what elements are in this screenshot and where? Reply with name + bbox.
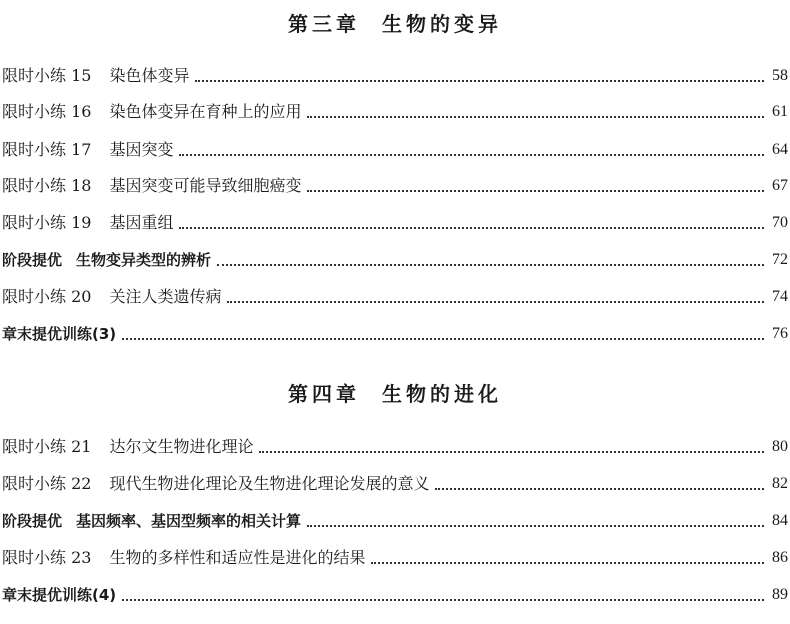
entry-title: 基因重组 [109, 213, 174, 232]
entry-label: 章末提优训练(3) [2, 325, 117, 343]
entry-title: 生物的多样性和适应性是进化的结果 [109, 548, 366, 567]
entry-label: 限时小练 23 [2, 548, 92, 567]
entry-title: 基因频率、基因型频率的相关计算 [76, 512, 302, 530]
entry-label: 限时小练 20 [2, 287, 92, 306]
entry-page: 61 [772, 103, 788, 120]
entry-label: 限时小练 22 [2, 474, 92, 493]
toc-entry-chapter-review[interactable] [2, 320, 788, 344]
dot-leader [122, 338, 764, 340]
entry-title: 染色体变异在育种上的应用 [109, 102, 302, 121]
entry-page: 86 [772, 549, 788, 566]
chapter-number: 第三章 [288, 12, 360, 36]
entry-title: 生物变异类型的辨析 [76, 251, 212, 269]
entry-label: 章末提优训练(4) [2, 586, 117, 604]
toc-entry[interactable] [2, 209, 788, 233]
entry-label: 限时小练 15 [2, 66, 92, 85]
entry-label: 限时小练 19 [2, 213, 92, 232]
entry-page: 70 [772, 214, 788, 231]
dot-leader [179, 227, 764, 229]
dot-leader [307, 525, 764, 527]
entry-page: 72 [772, 251, 788, 268]
chapter-title: 生物的进化 [382, 382, 502, 406]
entry-page: 58 [772, 67, 788, 84]
entry-page: 67 [772, 177, 788, 194]
dot-leader [259, 451, 764, 453]
dot-leader [179, 154, 764, 156]
entry-page: 84 [772, 512, 788, 529]
toc-entry[interactable] [2, 433, 788, 457]
toc-entry[interactable] [2, 98, 788, 122]
toc-entry-chapter-review[interactable] [2, 581, 788, 605]
dot-leader [307, 190, 764, 192]
dot-leader [435, 488, 764, 490]
chapter-heading [0, 8, 790, 37]
toc-entry-stage[interactable] [2, 507, 788, 531]
entry-page: 64 [772, 141, 788, 158]
toc-entry[interactable] [2, 62, 788, 86]
entry-page: 80 [772, 438, 788, 455]
entry-label: 限时小练 18 [2, 176, 92, 195]
entry-page: 82 [772, 475, 788, 492]
entry-label: 限时小练 16 [2, 102, 92, 121]
entry-title: 染色体变异 [109, 66, 190, 85]
dot-leader [307, 116, 764, 118]
dot-leader [227, 301, 764, 303]
toc-entry[interactable] [2, 470, 788, 494]
entry-label: 阶段提优 [2, 251, 63, 269]
entry-page: 76 [772, 325, 788, 342]
chapter-number: 第四章 [288, 382, 360, 406]
entry-label: 限时小练 21 [2, 437, 92, 456]
toc-entry[interactable] [2, 136, 788, 160]
dot-leader [122, 599, 764, 601]
toc-entry[interactable] [2, 172, 788, 196]
chapter-heading [0, 378, 790, 407]
entry-label: 阶段提优 [2, 512, 63, 530]
entry-title: 基因突变可能导致细胞癌变 [109, 176, 302, 195]
dot-leader [217, 264, 764, 266]
dot-leader [195, 80, 764, 82]
entry-label: 限时小练 17 [2, 140, 92, 159]
dot-leader [371, 562, 764, 564]
entry-title: 达尔文生物进化理论 [109, 437, 254, 456]
chapter-title: 生物的变异 [382, 12, 502, 36]
entry-page: 89 [772, 586, 788, 603]
entry-title: 关注人类遗传病 [109, 287, 222, 306]
entry-title: 基因突变 [109, 140, 174, 159]
entry-title: 现代生物进化理论及生物进化理论发展的意义 [109, 474, 430, 493]
entry-page: 74 [772, 288, 788, 305]
toc-entry[interactable] [2, 283, 788, 307]
toc-entry-stage[interactable] [2, 246, 788, 270]
toc-entry[interactable] [2, 544, 788, 568]
